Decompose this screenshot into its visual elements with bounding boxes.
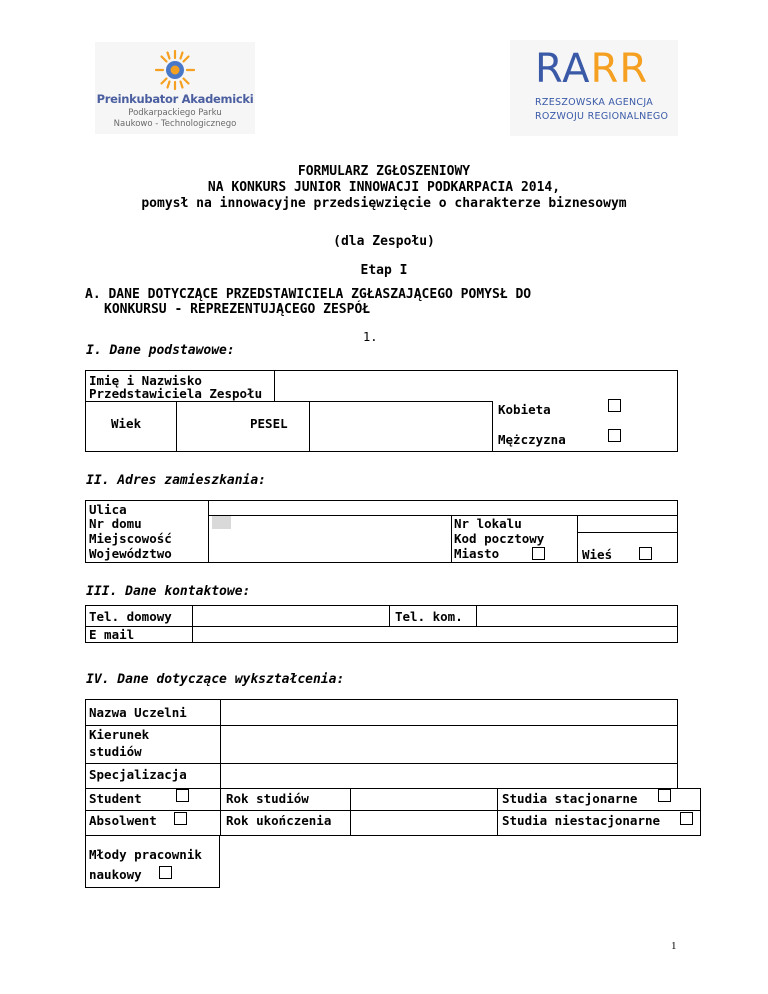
pesel-label: PESEL [250, 416, 288, 431]
major-label-cont: studiów [89, 744, 142, 759]
mobile-phone-label: Tel. kom. [395, 609, 463, 624]
preinkubator-line1: Podkarpackiego Parku [128, 108, 222, 118]
student-checkbox[interactable] [176, 789, 189, 802]
home-phone-label: Tel. domowy [89, 609, 172, 624]
team-note: (dla Zespołu) [333, 234, 435, 249]
preinkubator-name: Preinkubator Akademicki [96, 92, 254, 106]
form-title: FORMULARZ ZGŁOSZENIOWY [297, 164, 471, 179]
education-heading: IV. Dane dotyczące wykształcenia: [86, 672, 345, 687]
rarr-wordmark: RARR [535, 46, 649, 92]
address-heading: II. Adres zamieszkania: [86, 473, 267, 488]
city-checkbox[interactable] [532, 547, 545, 560]
full-time-checkbox[interactable] [658, 789, 671, 802]
part-time-checkbox[interactable] [680, 812, 693, 825]
contest-subtitle: pomysł na innowacyjne przedsięwzięcie o charakterze biznesowym [141, 196, 627, 211]
young-researcher-label-cont: naukowy [89, 867, 142, 882]
member-number: 1. [363, 330, 378, 344]
name-label: Imię i Nazwisko [89, 373, 202, 388]
student-label: Student [89, 791, 142, 806]
sun-logo-icon [153, 48, 197, 92]
young-researcher-checkbox[interactable] [159, 866, 172, 879]
education-table [85, 699, 678, 789]
section-a-heading-cont: KONKURSU - REPREZENTUJĄCEGO ZESPÓŁ [104, 302, 371, 317]
city-label: Miasto [454, 546, 500, 561]
street-label: Ulica [89, 502, 127, 517]
graduate-label: Absolwent [89, 813, 157, 828]
village-label: Wieś [582, 547, 613, 562]
page-number: 1 [671, 940, 677, 952]
university-label: Nazwa Uczelni [89, 705, 187, 720]
rarr-logo [510, 40, 678, 136]
locality-label: Miejscowość [89, 531, 172, 546]
address-table [85, 500, 678, 563]
major-label: Kierunek [89, 727, 150, 742]
young-researcher-cell [85, 835, 220, 888]
contest-title: NA KONKURS JUNIOR INNOWACJI PODKARPACIA 2014, [207, 180, 561, 195]
female-checkbox[interactable] [608, 399, 621, 412]
name-input[interactable] [275, 372, 675, 399]
shaded-field [212, 516, 231, 529]
voivodeship-label: Województwo [89, 546, 172, 561]
name-label-cont: Przedstawiciela Zespołu [89, 386, 263, 401]
male-label: Mężczyzna [498, 432, 566, 447]
email-label: E mail [89, 627, 135, 642]
house-number-label: Nr domu [89, 516, 142, 531]
stage-label: Etap I [360, 263, 408, 278]
postal-code-label: Kod pocztowy [454, 531, 545, 546]
part-time-label: Studia niestacjonarne [502, 813, 661, 828]
graduate-checkbox[interactable] [174, 812, 187, 825]
apartment-label: Nr lokalu [454, 516, 522, 531]
rarr-line2: ROZWOJU REGIONALNEGO [535, 111, 669, 122]
rarr-accent-letters: RR [590, 46, 649, 92]
full-time-label: Studia stacjonarne [502, 791, 638, 806]
age-label: Wiek [111, 416, 142, 431]
rarr-line1: RZESZOWSKA AGENCJA [535, 97, 654, 108]
basic-data-heading: I. Dane podstawowe: [86, 343, 235, 358]
young-researcher-label: Młody pracownik [89, 847, 202, 862]
male-checkbox[interactable] [608, 429, 621, 442]
preinkubator-logo [95, 42, 255, 134]
section-a-heading: A. DANE DOTYCZĄCE PRZEDSTAWICIELA ZGŁASZAJĄCEGO POMYSŁ DO [85, 287, 532, 302]
contact-table [85, 605, 678, 643]
specialization-label: Specjalizacja [89, 767, 187, 782]
graduation-year-label: Rok ukończenia [226, 813, 332, 828]
contact-heading: III. Dane kontaktowe: [86, 584, 251, 599]
study-year-label: Rok studiów [226, 791, 309, 806]
female-label: Kobieta [498, 402, 551, 417]
village-checkbox[interactable] [639, 547, 652, 560]
preinkubator-line2: Naukowo - Technologicznego [113, 119, 237, 129]
